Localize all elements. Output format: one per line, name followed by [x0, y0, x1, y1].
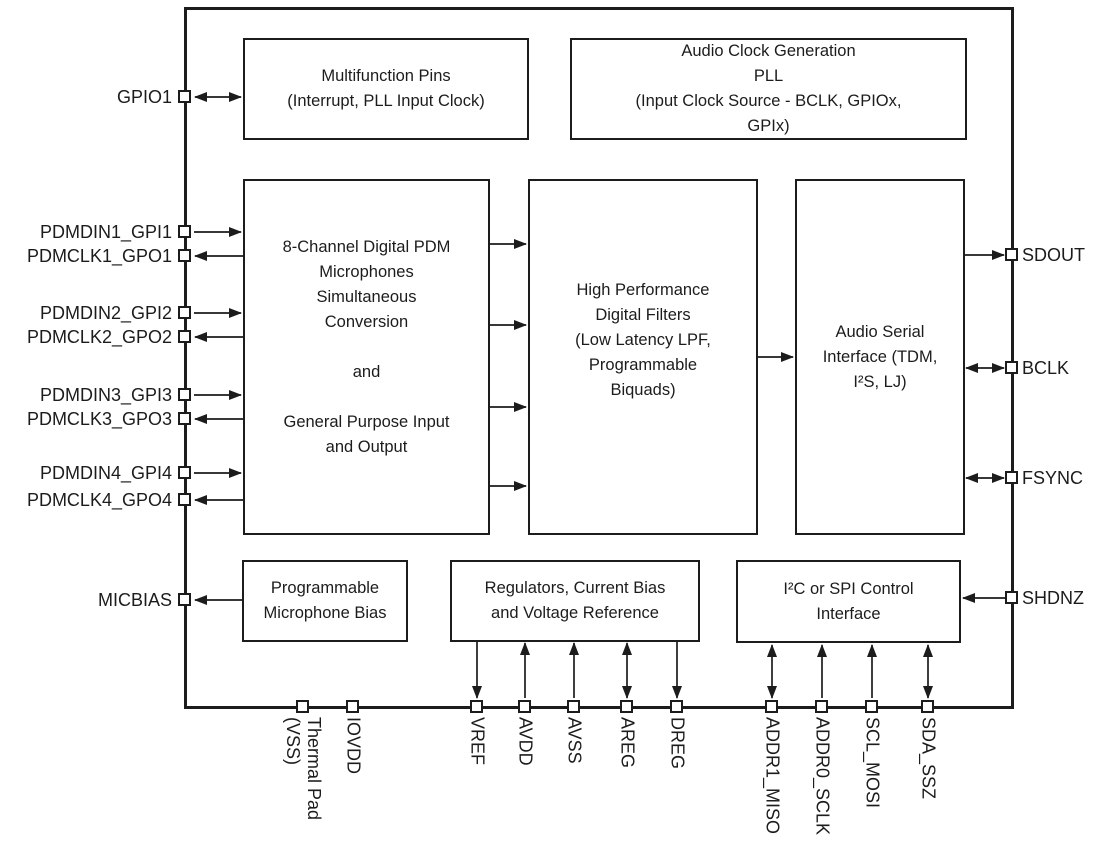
block-label-line: High Performance	[576, 280, 710, 299]
pin-label-scl-mosi: SCL_MOSI	[862, 717, 883, 809]
pin-label-areg: AREG	[617, 717, 638, 769]
block-label-line: (Input Clock Source - BCLK, GPIOx,	[635, 92, 902, 110]
pin-scl-mosi	[865, 700, 878, 713]
block-label-line: Conversion	[324, 313, 409, 331]
pin-label-line: (VSS)	[283, 717, 303, 766]
pin-label-dreg: DREG	[667, 717, 688, 770]
block-label-line: 8-Channel Digital PDM	[282, 238, 451, 256]
block-audio-clock-pll	[570, 38, 967, 140]
pin-label-pdmclk4-gpo4: PDMCLK4_GPO4	[26, 490, 172, 510]
block-control-interface	[736, 560, 961, 643]
block-pdm-mic-gpio	[243, 179, 490, 535]
pin-pdmdin3-gpi3	[178, 388, 191, 401]
pin-label-fsync: FSYNC	[1022, 468, 1084, 488]
pin-label-line: Thermal Pad	[304, 717, 324, 821]
pin-pdmdin1-gpi1	[178, 225, 191, 238]
pin-label-avdd: AVDD	[515, 717, 536, 766]
pin-label-shdnz: SHDNZ	[1022, 588, 1084, 608]
block-label-line: (Low Latency LPF,	[575, 330, 711, 349]
block-label-line: Audio Clock Generation	[681, 42, 856, 60]
block-label-line: and	[352, 363, 381, 381]
pin-label-bclk: BCLK	[1022, 358, 1070, 378]
pin-label-sdout: SDOUT	[1022, 245, 1085, 265]
block-mic-bias	[242, 560, 408, 642]
pin-sda-ssz	[921, 700, 934, 713]
pin-thermal-pad	[296, 700, 309, 713]
block-label-line: Microphone Bias	[263, 604, 387, 622]
pin-label-iovdd: IOVDD	[343, 717, 364, 775]
block-label-line: Regulators, Current Bias	[484, 579, 666, 597]
block-label-line: and Output	[325, 438, 408, 456]
pin-areg	[620, 700, 633, 713]
pin-label-sda-ssz: SDA_SSZ	[918, 717, 939, 800]
pin-iovdd	[346, 700, 359, 713]
block-digital-filters	[528, 179, 758, 535]
pin-label-avss: AVSS	[564, 717, 585, 764]
block-label-line: I²C or SPI Control	[783, 579, 914, 598]
pin-shdnz	[1005, 591, 1018, 604]
pin-addr1-miso	[765, 700, 778, 713]
block-label-line: Programmable	[270, 579, 380, 597]
block-label-line: and Voltage Reference	[491, 604, 659, 622]
pin-bclk	[1005, 361, 1018, 374]
block-label-line: Biquads)	[610, 380, 676, 399]
block-label-line: Audio Serial	[835, 322, 925, 341]
block-label-line: GPIx)	[747, 117, 790, 135]
pin-label-pdmdin4-gpi4: PDMDIN4_GPI4	[39, 463, 172, 483]
pin-label-addr0-sclk: ADDR0_SCLK	[812, 717, 833, 836]
block-audio-serial-interface	[795, 179, 965, 535]
pin-avdd	[518, 700, 531, 713]
pin-pdmdin4-gpi4	[178, 466, 191, 479]
block-label-line: Multifunction Pins	[321, 67, 451, 85]
block-label-line: Microphones	[319, 263, 414, 281]
pin-pdmclk4-gpo4	[178, 493, 191, 506]
block-label-line: Digital Filters	[595, 305, 691, 324]
block-label-line: Programmable	[588, 355, 698, 374]
block-label-line: Interface (TDM,	[822, 347, 938, 366]
block-label-line: I²S, LJ)	[853, 372, 907, 391]
pin-label-vref: VREF	[467, 717, 488, 766]
block-label-line: (Interrupt, PLL Input Clock)	[287, 92, 485, 110]
pin-label-pdmdin2-gpi2: PDMDIN2_GPI2	[39, 303, 172, 323]
pin-vref	[470, 700, 483, 713]
block-label-line: PLL	[753, 67, 784, 85]
pin-label-gpio1: GPIO1	[116, 87, 172, 107]
pin-label-pdmclk1-gpo1: PDMCLK1_GPO1	[26, 246, 172, 266]
pin-pdmclk1-gpo1	[178, 249, 191, 262]
block-label-line: General Purpose Input	[283, 413, 450, 431]
pin-addr0-sclk	[815, 700, 828, 713]
pin-pdmdin2-gpi2	[178, 306, 191, 319]
pin-label-pdmclk3-gpo3: PDMCLK3_GPO3	[26, 409, 172, 429]
pin-label-pdmclk2-gpo2: PDMCLK2_GPO2	[26, 327, 172, 347]
pin-label-micbias: MICBIAS	[97, 590, 172, 610]
block-label-line: Simultaneous	[316, 288, 417, 306]
pin-avss	[567, 700, 580, 713]
pin-micbias	[178, 593, 191, 606]
pin-label-pdmdin1-gpi1: PDMDIN1_GPI1	[39, 222, 172, 242]
pin-label-addr1-miso: ADDR1_MISO	[762, 717, 783, 835]
pin-pdmclk3-gpo3	[178, 412, 191, 425]
pin-gpio1	[178, 90, 191, 103]
pin-pdmclk2-gpo2	[178, 330, 191, 343]
pin-label-pdmdin3-gpi3: PDMDIN3_GPI3	[39, 385, 172, 405]
pin-fsync	[1005, 471, 1018, 484]
block-multifunction-pins	[243, 38, 529, 140]
block-label-line: Interface	[816, 604, 881, 623]
pin-dreg	[670, 700, 683, 713]
block-regulators	[450, 560, 700, 642]
pin-sdout	[1005, 248, 1018, 261]
pin-label-thermal-pad	[282, 717, 324, 820]
